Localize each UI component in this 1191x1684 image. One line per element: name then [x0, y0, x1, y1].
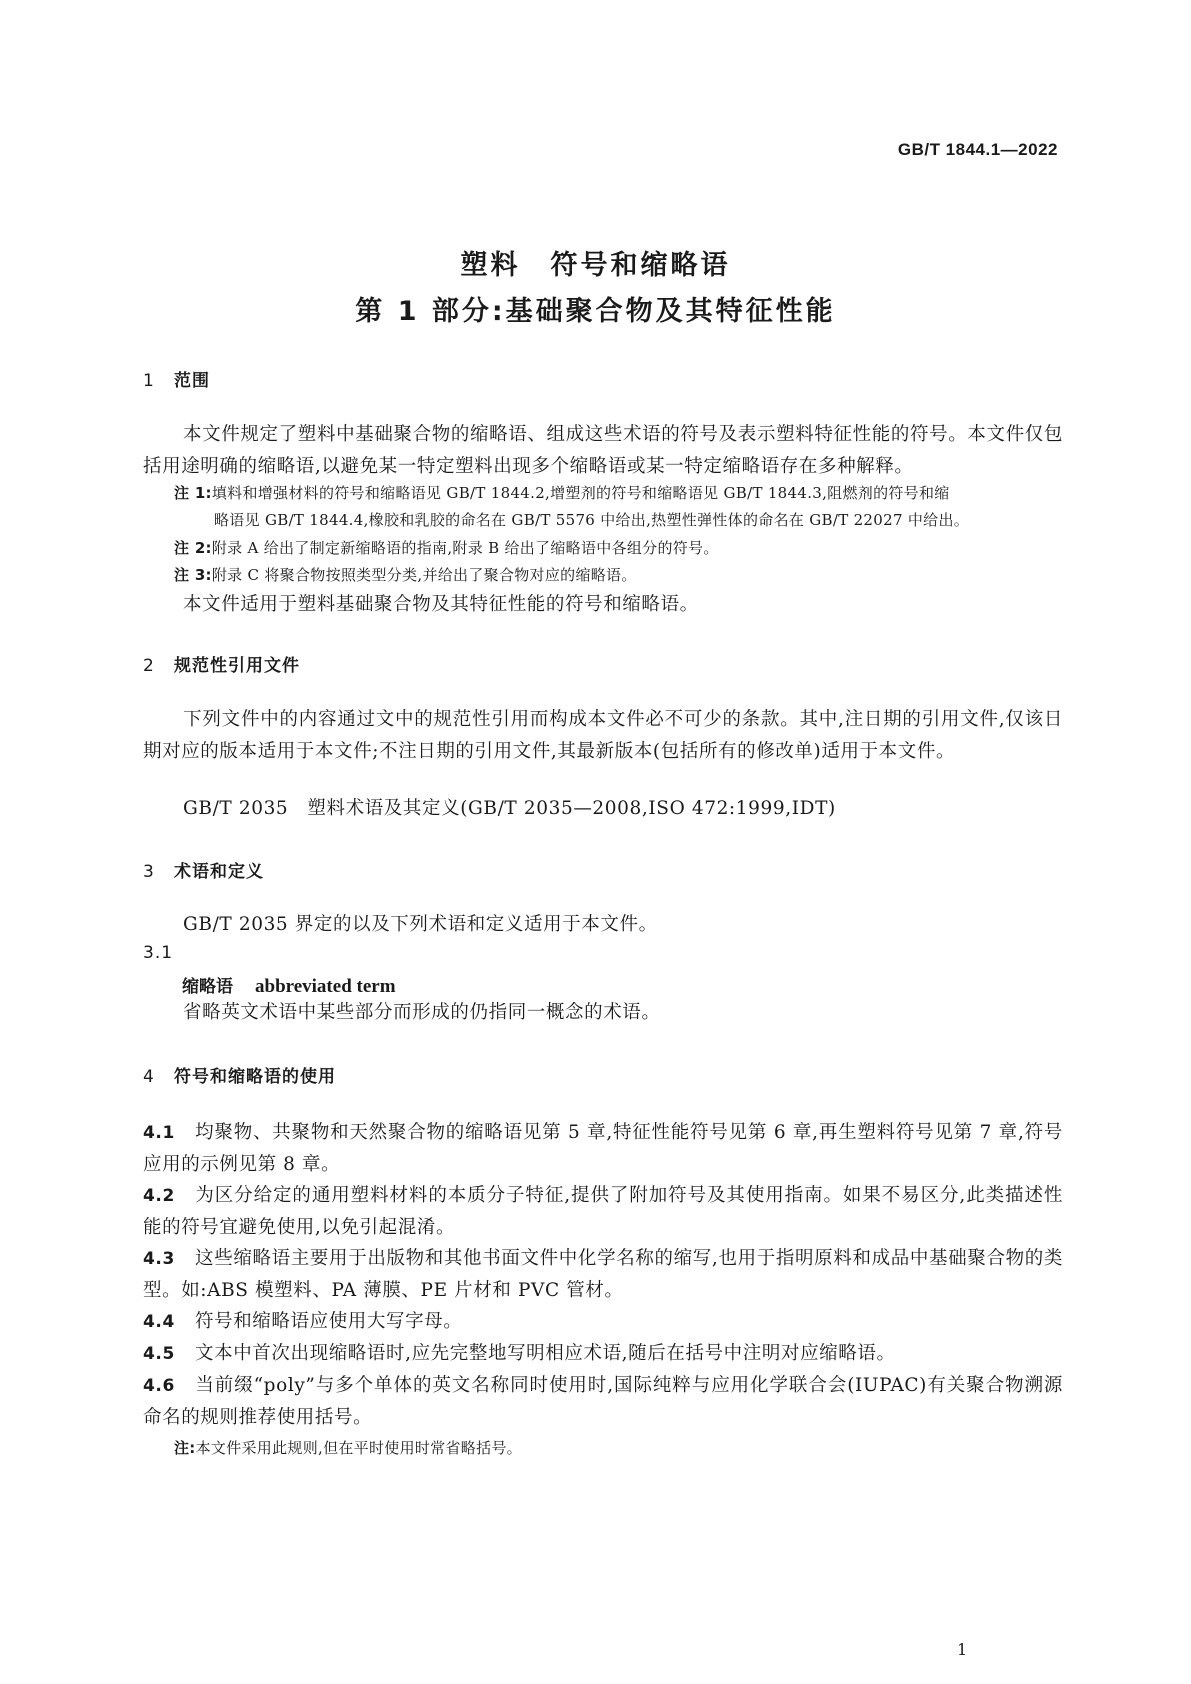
- standard-code: GB/T 1844.1—2022: [897, 140, 1058, 159]
- note-label: 注 3:: [174, 566, 212, 584]
- section-heading-normative-references: [143, 651, 300, 676]
- term-entry: [182, 972, 396, 998]
- note-text: 填料和增强材料的符号和缩略语见 GB/T 1844.2,增塑剂的符号和缩略语见 GB/T 1844.3,阻燃剂的符号和缩: [211, 484, 950, 502]
- section-number: 3: [143, 862, 155, 882]
- clause-text: 文本中首次出现缩略语时,应先完整地写明相应术语,随后在括号中注明对应缩略语。: [195, 1343, 896, 1364]
- section-number: 4: [143, 1067, 155, 1087]
- section-heading-terms: [143, 857, 264, 882]
- clause-number: 4.5: [143, 1344, 175, 1364]
- clause-4-4: [143, 1306, 1063, 1338]
- scope-note-2: [174, 535, 1064, 562]
- section-heading-usage: [143, 1062, 336, 1087]
- section-title: 范围: [174, 371, 210, 391]
- page-number: 1: [957, 1640, 968, 1659]
- clause-text: 为区分给定的通用塑料材料的本质分子特征,提供了附加符号及其使用指南。如果不易区分,此类描述性能的符号宜避免使用,以免引起混淆。: [143, 1185, 1063, 1238]
- clause-number: 4.6: [143, 1376, 175, 1396]
- clause-text: 当前缀“poly”与多个单体的英文名称同时使用时,国际纯粹与应用化学联合会(IUPAC)有关聚合物溯源命名的规则推荐使用括号。: [143, 1375, 1063, 1428]
- note-label: 注 1:: [174, 484, 212, 502]
- note-text-continued: 略语见 GB/T 1844.4,橡胶和乳胶的命名在 GB/T 5576 中给出,热塑性弹性体的命名在 GB/T 22027 中给出。: [214, 511, 970, 529]
- section-heading-scope: [143, 366, 210, 391]
- normative-paragraph: [143, 704, 1063, 768]
- note-text: 附录 A 给出了制定新缩略语的指南,附录 B 给出了缩略语中各组分的符号。: [211, 539, 719, 557]
- clause-4-2: [143, 1180, 1063, 1244]
- term-english: abbreviated term: [255, 976, 396, 997]
- section-title: 术语和定义: [174, 862, 264, 882]
- paragraph-text: 本文件适用于塑料基础聚合物及其特征性能的符号和缩略语。: [183, 594, 699, 615]
- clause-number: 4.2: [143, 1186, 175, 1206]
- paragraph-text: 本文件规定了塑料中基础聚合物的缩略语、组成这些术语的符号及表示塑料特征性能的符号。本文件仅包括用途明确的缩略语,以避免某一特定塑料出现多个缩略语或某一特定缩略语存在多种解释。: [143, 424, 1063, 477]
- clause-4-3: [143, 1243, 1063, 1307]
- document-title-line1: 塑料 符号和缩略语: [460, 250, 731, 281]
- term-definition: [143, 997, 1063, 1029]
- note-label: 注:: [174, 1439, 196, 1457]
- reference-text: GB/T 2035 塑料术语及其定义(GB/T 2035—2008,ISO 472:1999,IDT): [183, 798, 836, 819]
- terms-intro: [143, 909, 1063, 941]
- clause-4-5: [143, 1338, 1063, 1370]
- scope-note-1: [174, 480, 1064, 534]
- clause-number: 4.4: [143, 1312, 175, 1332]
- section-number: 1: [143, 371, 155, 391]
- paragraph-text: 下列文件中的内容通过文中的规范性引用而构成本文件必不可少的条款。其中,注日期的引用文件,仅该日期对应的版本适用于本文件;不注日期的引用文件,其最新版本(包括所有的修改单)适用于本文件。: [143, 709, 1063, 762]
- clause-text: 这些缩略语主要用于出版物和其他书面文件中化学名称的缩写,也用于指明原料和成品中基础聚合物的类型。如:ABS 模塑料、PA 薄膜、PE 片材和 PVC 管材。: [143, 1248, 1063, 1301]
- clause-number: 4.3: [143, 1249, 175, 1269]
- section-title: 符号和缩略语的使用: [174, 1067, 336, 1087]
- usage-note: [174, 1435, 1064, 1462]
- paragraph-text: GB/T 2035 界定的以及下列术语和定义适用于本文件。: [183, 914, 658, 935]
- scope-note-3: [174, 562, 1064, 589]
- clause-4-6: [143, 1370, 1063, 1434]
- document-title-line2: 第 1 部分:基础聚合物及其特征性能: [355, 296, 836, 327]
- scope-paragraph-1: [143, 419, 1063, 483]
- note-text: 附录 C 将聚合物按照类型分类,并给出了聚合物对应的缩略语。: [211, 566, 637, 584]
- clause-number: 4.1: [143, 1123, 175, 1143]
- normative-reference-item: [143, 793, 1063, 825]
- note-text: 本文件采用此规则,但在平时使用时常省略括号。: [195, 1439, 522, 1457]
- clause-4-1: [143, 1117, 1063, 1181]
- scope-paragraph-2: [143, 589, 1063, 621]
- term-number: 3.1: [143, 943, 174, 963]
- definition-text: 省略英文术语中某些部分而形成的仍指同一概念的术语。: [183, 1002, 661, 1023]
- clause-text: 均聚物、共聚物和天然聚合物的缩略语见第 5 章,特征性能符号见第 6 章,再生塑料符号见第 7 章,符号应用的示例见第 8 章。: [143, 1122, 1063, 1175]
- section-title: 规范性引用文件: [174, 656, 300, 676]
- term-chinese: 缩略语: [182, 977, 233, 997]
- section-number: 2: [143, 656, 155, 676]
- clause-text: 符号和缩略语应使用大写字母。: [195, 1311, 463, 1332]
- note-label: 注 2:: [174, 539, 212, 557]
